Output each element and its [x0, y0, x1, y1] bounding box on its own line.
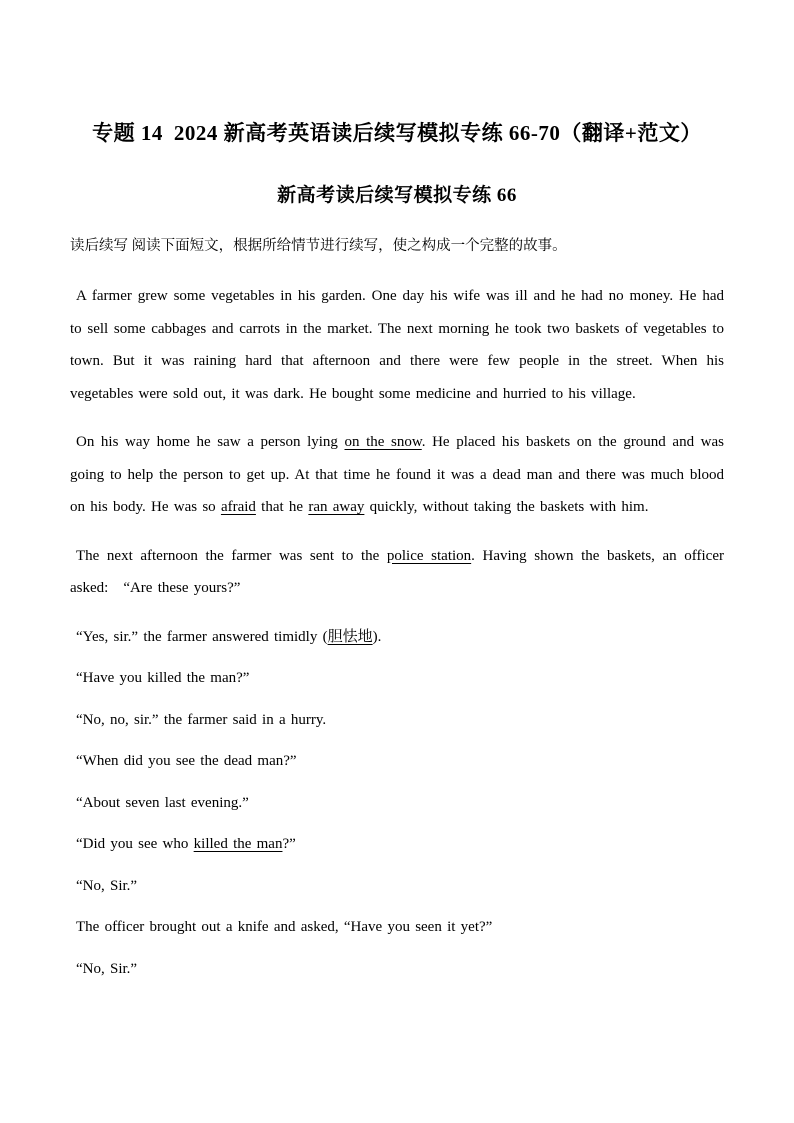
underlined-text: afraid — [220, 499, 256, 515]
dialogue-line-1 — [70, 617, 724, 659]
story-paragraph-3 — [70, 540, 724, 605]
text-segment: The officer brought out a knife and asked, “Have you seen it yet?” — [76, 919, 493, 935]
text-segment: “About seven last evening.” — [76, 794, 249, 811]
section-subtitle: 新高考读后续写模拟专练 66 — [277, 185, 517, 206]
text-segment: that he — [255, 499, 309, 515]
text-segment: . Having shown the baskets, an officer asked: “Are these yours?” — [70, 547, 724, 596]
dialogue-line-8 — [70, 907, 724, 949]
text-segment: “When did you see the dead man?” — [76, 753, 297, 769]
dialogue-line-9 — [70, 949, 724, 991]
story-paragraph-1 — [70, 280, 724, 410]
underlined-text: 胆怯地 — [327, 628, 373, 645]
text-segment: A farmer grew some vegetables in his garden. One day his wife was ill and he had no money. He had to sell some cabbages and carrots in the market. The next morning he took two baskets of vegetables to town. But it was raining hard that afternoon and there were few people in the street. When his vegetables were sold out, it was dark. He bought some medicine and hurried to his village. — [70, 288, 724, 402]
text-segment: ). — [372, 628, 382, 645]
story-paragraph-2 — [70, 426, 724, 524]
underlined-text: ran away — [308, 499, 365, 515]
dialogue-line-7 — [70, 866, 724, 908]
text-segment: ?” — [282, 836, 296, 852]
text-segment: “No, no, sir.” the farmer said in a hurry. — [76, 711, 327, 728]
dialogue-line-3 — [70, 700, 724, 742]
text-segment: “No, Sir.” — [76, 960, 138, 977]
text-segment: “Did you see who — [76, 836, 194, 852]
underlined-text: on the snow — [344, 434, 422, 450]
page-title: 专题 14 2024 新高考英语读后续写模拟专练 66-70（翻译+范文） — [92, 121, 702, 145]
text-segment: On his way home he saw a person lying — [76, 434, 345, 450]
dialogue-line-5 — [70, 783, 724, 825]
underlined-text: killed the man — [193, 836, 283, 852]
text-segment: The next afternoon the farmer was sent to the — [76, 547, 387, 564]
instruction-text: 读后续写 阅读下面短文，根据所给情节进行续写，使之构成一个完整的故事。 — [70, 238, 567, 254]
dialogue-line-2 — [70, 658, 724, 700]
text-segment: quickly, without taking the baskets with him. — [364, 499, 649, 515]
text-segment: . He placed his baskets on the ground and was going to help the person to get up. At that time he found it was a dead man and there was much blood on his body. He was so — [70, 434, 724, 515]
dialogue-line-4 — [70, 741, 724, 783]
text-segment: “Have you killed the man?” — [76, 670, 250, 686]
text-segment: “No, Sir.” — [76, 877, 138, 894]
text-segment: “Yes, sir.” the farmer answered timidly ( — [76, 628, 328, 645]
underlined-text: police station — [386, 547, 472, 564]
dialogue-line-6 — [70, 824, 724, 866]
